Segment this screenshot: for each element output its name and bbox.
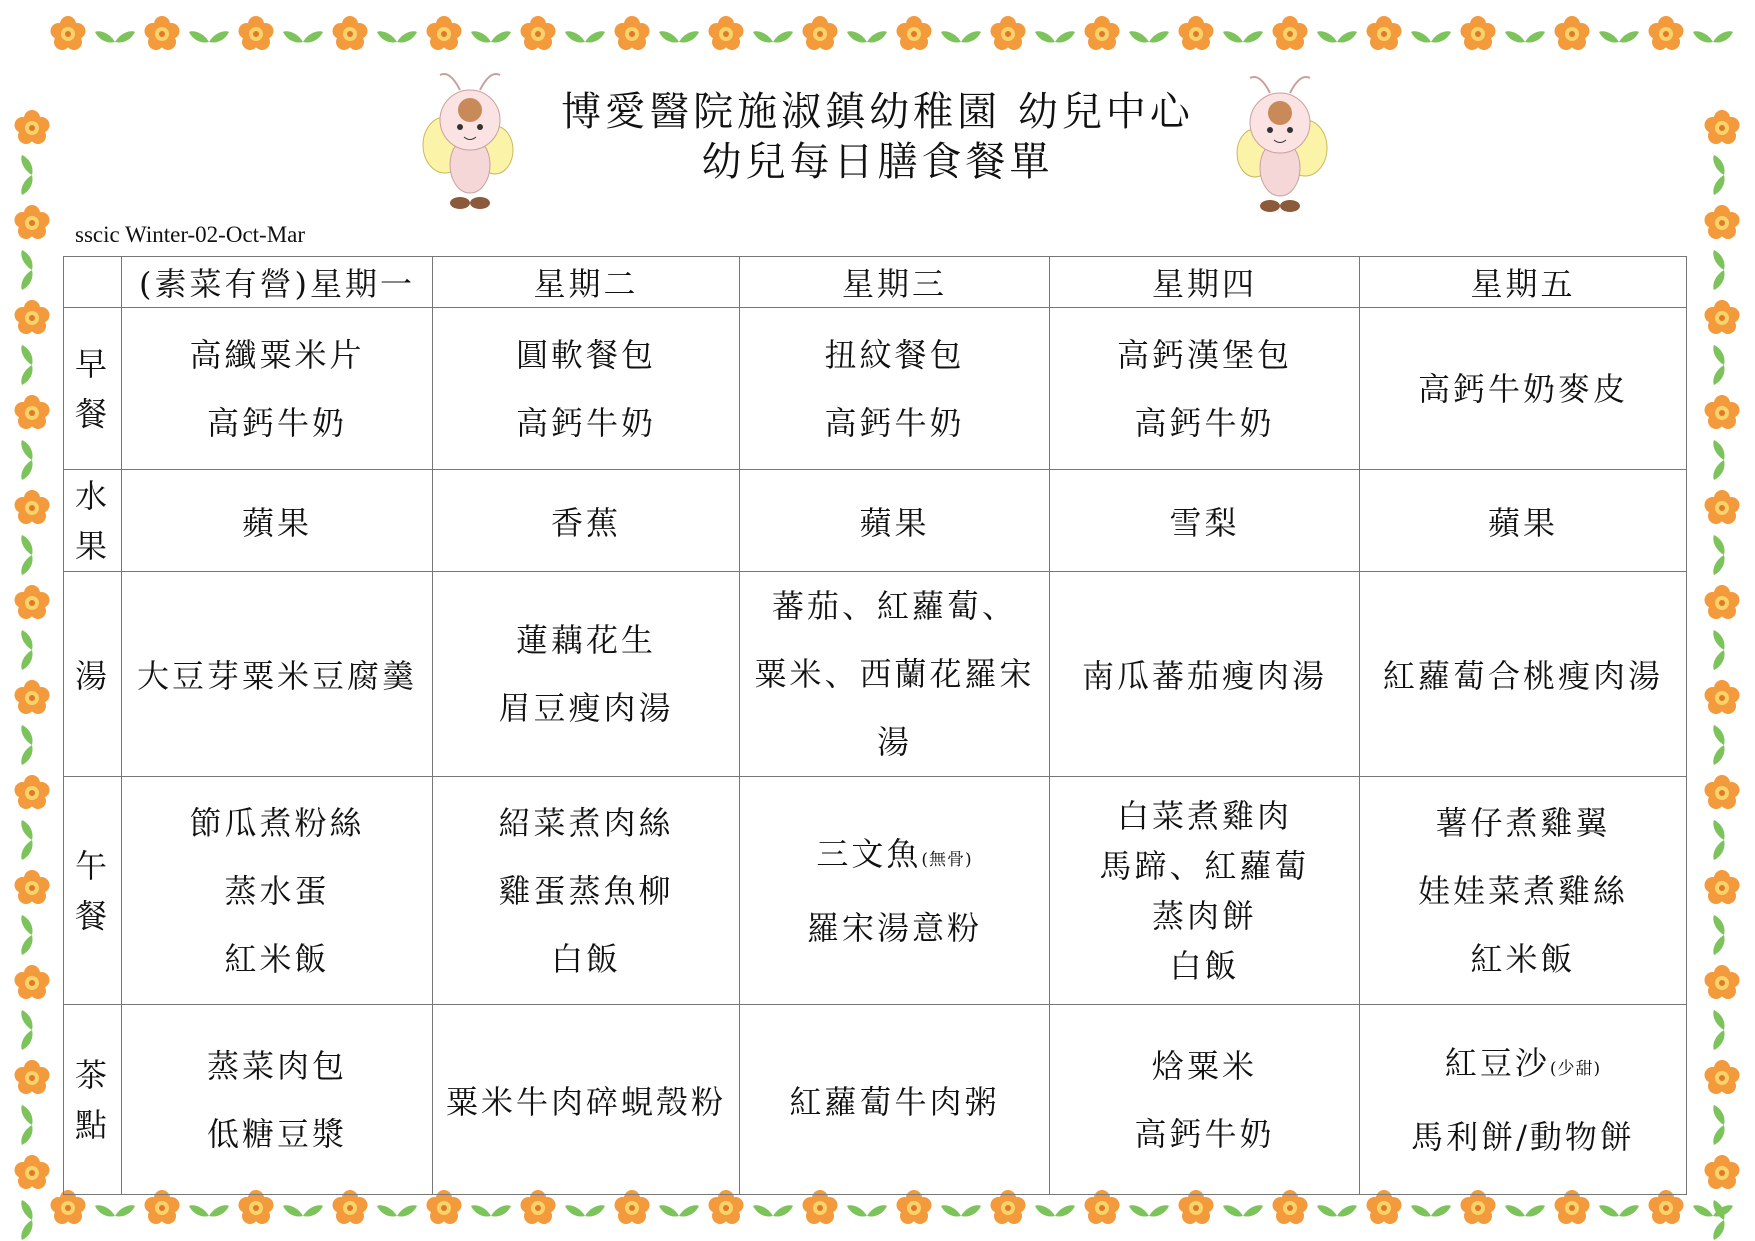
breakfast-mon: 高纖粟米片 高鈣牛奶 <box>122 308 433 470</box>
leaf-icon <box>21 725 32 765</box>
leaf-icon <box>377 1205 417 1216</box>
flower-icon <box>1705 870 1740 904</box>
flower-icon <box>615 16 650 50</box>
flower-icon <box>15 965 50 999</box>
breakfast-fri: 高鈣牛奶麥皮 <box>1360 308 1687 470</box>
table-row-tea <box>64 1005 1687 1195</box>
lunch-thu: 白菜煮雞肉 馬蹄、紅蘿蔔 蒸肉餅 白飯 <box>1050 777 1360 1005</box>
leaf-icon <box>1713 915 1724 955</box>
flower-icon <box>1649 1190 1684 1224</box>
breakfast-thu: 高鈣漢堡包 高鈣牛奶 <box>1050 308 1360 470</box>
leaf-icon <box>21 1200 32 1240</box>
tea-tue: 粟米牛肉碎蜆殼粉 <box>433 1005 740 1195</box>
page-subtitle: 幼兒每日膳食餐單 <box>701 139 1054 185</box>
row-label-lunch: 午 餐 <box>64 777 122 1005</box>
leaf-icon <box>659 31 699 42</box>
flower-icon <box>1461 1190 1496 1224</box>
page-title: 博愛醫院施淑鎮幼稚園 幼兒中心 <box>561 89 1194 135</box>
leaf-icon <box>1713 250 1724 290</box>
leaf-icon <box>1713 345 1724 385</box>
leaf-icon <box>21 915 32 955</box>
lunch-mon: 節瓜煮粉絲 蒸水蛋 紅米飯 <box>122 777 433 1005</box>
leaf-icon <box>1505 31 1545 42</box>
fruit-tue: 香蕉 <box>433 470 740 572</box>
flower-icon <box>1705 300 1740 334</box>
row-label-soup: 湯 <box>64 572 122 777</box>
leaf-icon <box>753 31 793 42</box>
flower-icon <box>615 1190 650 1224</box>
leaf-icon <box>1599 1205 1639 1216</box>
lunch-fri: 薯仔煮雞翼 娃娃菜煮雞絲 紅米飯 <box>1360 777 1687 1005</box>
leaf-icon <box>471 31 511 42</box>
flower-icon <box>709 1190 744 1224</box>
leaf-icon <box>565 1205 605 1216</box>
leaf-icon <box>21 535 32 575</box>
leaf-icon <box>1129 1205 1169 1216</box>
leaf-icon <box>189 1205 229 1216</box>
leaf-icon <box>95 1205 135 1216</box>
column-header-tue: 星期二 <box>433 257 740 308</box>
leaf-icon <box>1035 1205 1075 1216</box>
flower-icon <box>15 870 50 904</box>
soup-wed: 蕃茄、紅蘿蔔、 粟米、西蘭花羅宋湯 <box>740 572 1050 777</box>
tea-mon: 蒸菜肉包 低糖豆漿 <box>122 1005 433 1195</box>
leaf-icon <box>21 630 32 670</box>
flower-icon <box>145 16 180 50</box>
leaf-icon <box>1713 1200 1724 1240</box>
leaf-icon <box>1411 1205 1451 1216</box>
leaf-icon <box>21 250 32 290</box>
flower-icon <box>51 16 86 50</box>
flower-icon <box>709 16 744 50</box>
flower-icon <box>1705 1155 1740 1189</box>
column-header-fri: 星期五 <box>1360 257 1687 308</box>
leaf-icon <box>283 31 323 42</box>
leaf-icon <box>1713 725 1724 765</box>
flower-icon <box>1555 16 1590 50</box>
soup-thu: 南瓜蕃茄瘦肉湯 <box>1050 572 1360 777</box>
flower-icon <box>1705 965 1740 999</box>
flower-icon <box>1085 16 1120 50</box>
flower-icon <box>521 1190 556 1224</box>
leaf-icon <box>1223 31 1263 42</box>
flower-icon <box>1705 1060 1740 1094</box>
leaf-icon <box>1599 31 1639 42</box>
leaf-icon <box>753 1205 793 1216</box>
leaf-icon <box>941 31 981 42</box>
tea-thu: 焓粟米 高鈣牛奶 <box>1050 1005 1360 1195</box>
flower-icon <box>333 1190 368 1224</box>
leaf-icon <box>21 345 32 385</box>
leaf-icon <box>189 31 229 42</box>
leaf-icon <box>1713 630 1724 670</box>
leaf-icon <box>21 440 32 480</box>
flower-icon <box>521 16 556 50</box>
flower-icon <box>15 490 50 524</box>
flower-icon <box>1085 1190 1120 1224</box>
fruit-thu: 雪梨 <box>1050 470 1360 572</box>
leaf-icon <box>1317 31 1357 42</box>
breakfast-wed: 扭紋餐包 高鈣牛奶 <box>740 308 1050 470</box>
flower-icon <box>991 1190 1026 1224</box>
leaf-icon <box>471 1205 511 1216</box>
flower-icon <box>1461 16 1496 50</box>
leaf-icon <box>1317 1205 1357 1216</box>
flower-icon <box>51 1190 86 1224</box>
leaf-icon <box>565 31 605 42</box>
table-row-soup <box>64 572 1687 777</box>
column-header-wed: 星期三 <box>740 257 1050 308</box>
breakfast-tue: 圓軟餐包 高鈣牛奶 <box>433 308 740 470</box>
flower-icon <box>803 16 838 50</box>
leaf-icon <box>847 1205 887 1216</box>
soup-fri: 紅蘿蔔合桃瘦肉湯 <box>1360 572 1687 777</box>
flower-icon <box>15 205 50 239</box>
table-row-lunch <box>64 777 1687 1005</box>
flower-icon <box>15 300 50 334</box>
flower-icon <box>1179 1190 1214 1224</box>
row-label-tea: 茶 點 <box>64 1005 122 1195</box>
flower-icon <box>15 395 50 429</box>
flower-icon <box>1273 16 1308 50</box>
flower-icon <box>15 1060 50 1094</box>
lunch-tue: 紹菜煮肉絲 雞蛋蒸魚柳 白飯 <box>433 777 740 1005</box>
leaf-icon <box>1411 31 1451 42</box>
flower-icon <box>897 16 932 50</box>
fruit-fri: 蘋果 <box>1360 470 1687 572</box>
soup-tue: 蓮藕花生 眉豆瘦肉湯 <box>433 572 740 777</box>
leaf-icon <box>1505 1205 1545 1216</box>
flower-icon <box>1649 16 1684 50</box>
flower-icon <box>1705 585 1740 619</box>
flower-icon <box>15 585 50 619</box>
leaf-icon <box>1713 820 1724 860</box>
leaf-icon <box>1713 535 1724 575</box>
leaf-icon <box>1129 31 1169 42</box>
leaf-icon <box>847 31 887 42</box>
lunch-wed: 三文魚(無骨) 羅宋湯意粉 <box>740 777 1050 1005</box>
flower-icon <box>239 16 274 50</box>
row-label-fruit: 水 果 <box>64 470 122 572</box>
fruit-mon: 蘋果 <box>122 470 433 572</box>
column-header-blank <box>64 257 122 308</box>
flower-icon <box>803 1190 838 1224</box>
leaf-icon <box>1713 1010 1724 1050</box>
flower-icon <box>1705 775 1740 809</box>
flower-icon <box>1705 490 1740 524</box>
row-label-breakfast: 早 餐 <box>64 308 122 470</box>
leaf-icon <box>1035 31 1075 42</box>
leaf-icon <box>1693 1205 1733 1216</box>
flower-icon <box>15 775 50 809</box>
flower-icon <box>1705 395 1740 429</box>
column-header-thu: 星期四 <box>1050 257 1360 308</box>
menu-code: sscic Winter-02-Oct-Mar <box>75 222 306 247</box>
flower-icon <box>1705 680 1740 714</box>
flower-icon <box>1179 16 1214 50</box>
leaf-icon <box>1223 1205 1263 1216</box>
fruit-wed: 蘋果 <box>740 470 1050 572</box>
leaf-icon <box>95 31 135 42</box>
leaf-icon <box>1713 1105 1724 1145</box>
flower-icon <box>15 1155 50 1189</box>
leaf-icon <box>377 31 417 42</box>
flower-icon <box>145 1190 180 1224</box>
leaf-icon <box>1713 440 1724 480</box>
flower-icon <box>427 16 462 50</box>
flower-icon <box>239 1190 274 1224</box>
leaf-icon <box>21 1105 32 1145</box>
flower-icon <box>1367 16 1402 50</box>
column-header-mon: (素菜有營)星期一 <box>122 257 433 308</box>
tea-fri: 紅豆沙(少甜) 馬利餅/動物餅 <box>1360 1005 1687 1195</box>
flower-icon <box>897 1190 932 1224</box>
leaf-icon <box>21 820 32 860</box>
leaf-icon <box>941 1205 981 1216</box>
tea-wed: 紅蘿蔔牛肉粥 <box>740 1005 1050 1195</box>
flower-icon <box>333 16 368 50</box>
leaf-icon <box>21 1010 32 1050</box>
flower-icon <box>427 1190 462 1224</box>
header-row <box>64 257 1687 308</box>
table-row-fruit <box>64 470 1687 572</box>
menu-table <box>63 256 1687 1195</box>
flower-icon <box>1555 1190 1590 1224</box>
soup-mon: 大豆芽粟米豆腐羹 <box>122 572 433 777</box>
flower-icon <box>1367 1190 1402 1224</box>
flower-icon <box>15 680 50 714</box>
leaf-icon <box>1693 31 1733 42</box>
flower-icon <box>1705 205 1740 239</box>
flower-icon <box>991 16 1026 50</box>
leaf-icon <box>659 1205 699 1216</box>
leaf-icon <box>283 1205 323 1216</box>
table-row-breakfast <box>64 308 1687 470</box>
flower-icon <box>1273 1190 1308 1224</box>
